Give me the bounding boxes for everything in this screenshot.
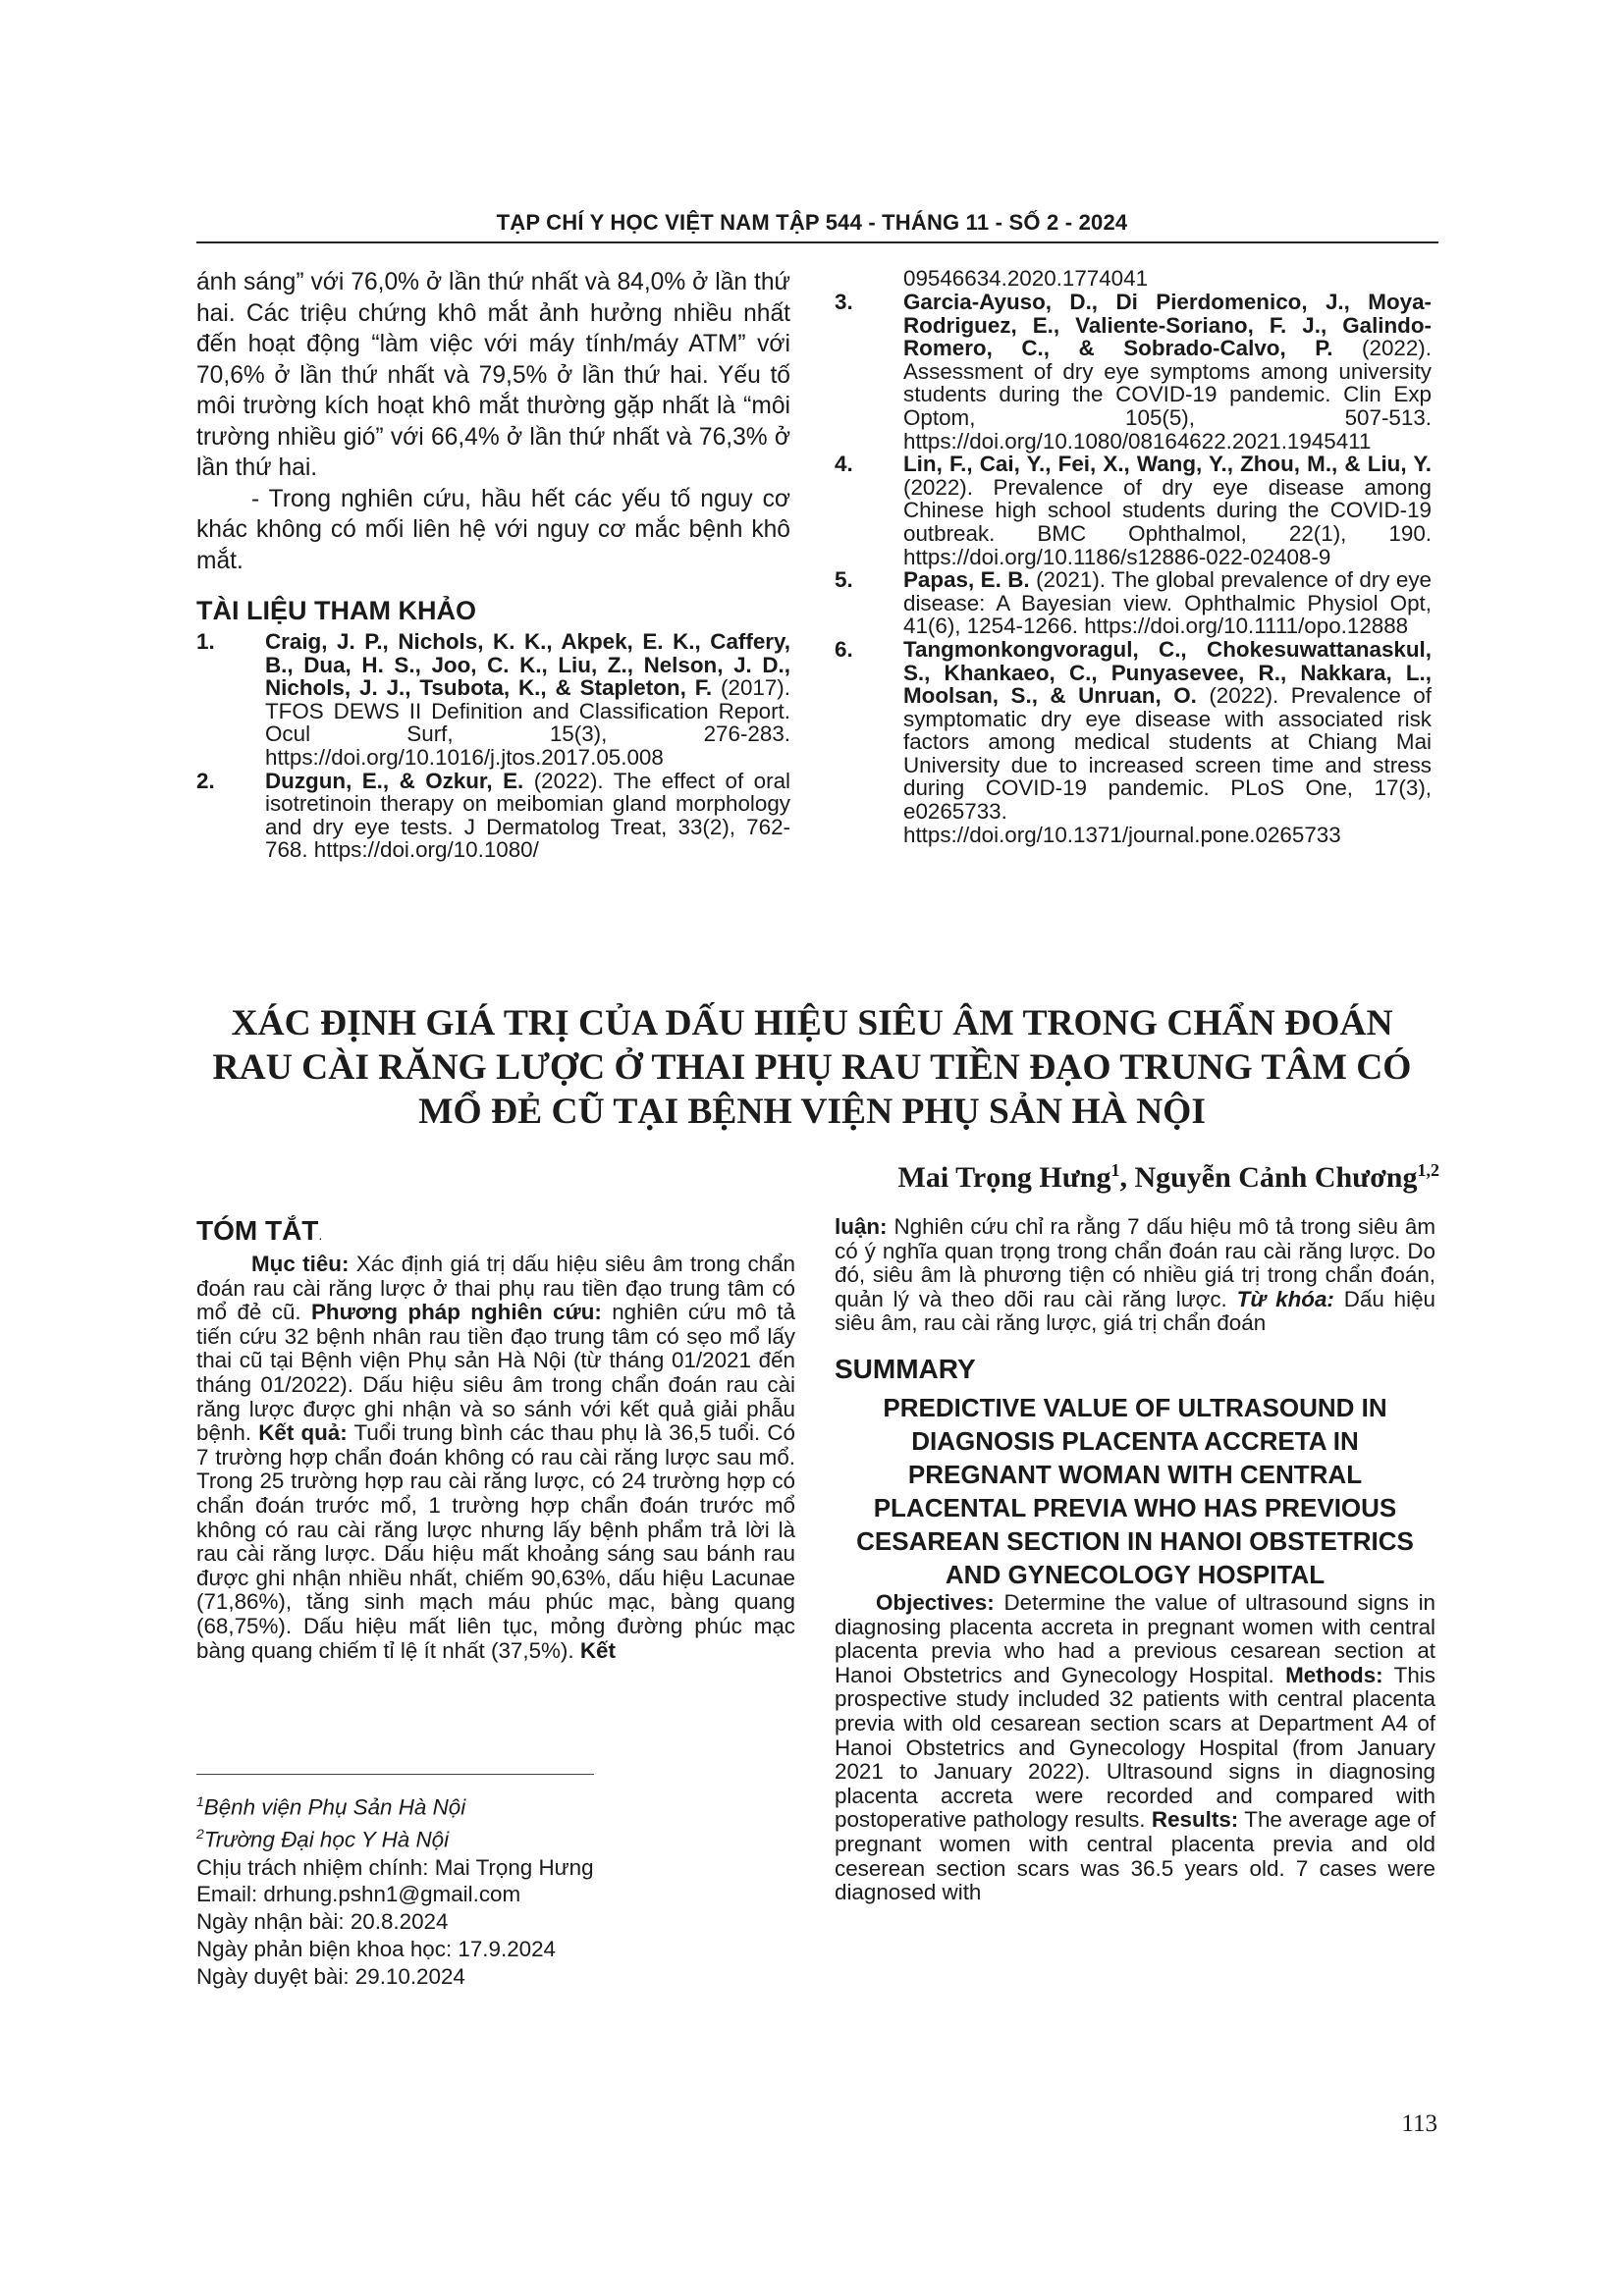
abstract-conclusion [835, 1215, 1435, 1336]
abstract-right-column [835, 1215, 1435, 1905]
results-label: Kết quả: [258, 1420, 348, 1446]
reference-text: (2022). Prevalence of symptomatic dry eye disease with associated risk factors among medical students at Chiang Mai University due to increased screen time and stress during COVID-19 pandemic. PLoS One, 17(3), e0265733. https://doi.org/10.1371/journal.pone.0265733 [903, 683, 1432, 847]
reference-authors: Lin, F., Cai, Y., Fei, X., Wang, Y., Zhou, M., & Liu, Y. [903, 452, 1432, 477]
reference-text: (2022). Assessment of dry eye symptoms among university students during the COVID-19 pandemic. Clin Exp Optom, 105(5), 507-513. https://doi.org/10.1080/08164622.2021.1945411 [903, 336, 1432, 454]
reference-item [835, 638, 1432, 846]
affiliation-1-marker: 1 [196, 1793, 204, 1809]
reference-item [196, 770, 790, 862]
summary-body [835, 1591, 1435, 1905]
email: Email: drhung.pshn1@gmail.com [196, 1882, 521, 1907]
keywords-label: Từ khóa: [1236, 1286, 1334, 1311]
reference-number: 3. [835, 290, 853, 314]
reference-authors: Tangmonkongvoragul, C., Chokesuwattanaskul, S., Khankaeo, C., Punyasevee, R., Nakkara, L., Moolsan, S., & Unruan, O. [903, 636, 1432, 709]
affiliation-2 [196, 1821, 609, 1853]
page-number: 113 [1401, 2110, 1437, 2137]
conclusion-text: Nghiên cứu chỉ ra rằng 7 dấu hiệu mô tả trong siêu âm có ý nghĩa quan trọng trong chẩn đoán rau cài răng lược. Do đó, siêu âm là phương tiện có nhiều giá trị trong chẩn đoán, quản lý và theo dõi rau cài răng lược. [835, 1214, 1435, 1311]
header-rule [196, 241, 1438, 243]
reference-list-right [835, 291, 1432, 846]
reference-authors: Garcia-Ayuso, D., Di Pierdomenico, J., Moya-Rodriguez, E., Valiente-Soriano, F. J., Galindo-Romero, C., & Sobrado-Calvo, P. [903, 290, 1432, 361]
reference-text: (2021). The global prevalence of dry eye disease: A Bayesian view. Ophthalmic Physiol Opt, 41(6), 1254-1266. https://doi.org/10.1111/opo.12888 [903, 567, 1432, 639]
previous-article-left-column [196, 267, 790, 862]
methods-label-en: Methods: [1285, 1662, 1383, 1687]
objectives-label: Objectives: [876, 1589, 995, 1615]
article-title: XÁC ĐỊNH GIÁ TRỊ CỦA DẤU HIỆU SIÊU ÂM TRONG CHẨN ĐOÁN RAU CÀI RĂNG LƯỢC Ở THAI PHỤ RAU TIỀN ĐẠO TRUNG TÂM CÓ MỔ ĐẺ CŨ TẠI BỆNH VIỆN PHỤ SẢN HÀ NỘI [212, 1003, 1412, 1132]
review-date: Ngày phản biện khoa học: 17.9.2024 [196, 1936, 557, 1961]
methods-label: Phương pháp nghiên cứu: [310, 1300, 602, 1325]
summary-heading: SUMMARY [835, 1353, 976, 1384]
conclusion-label: Kết [579, 1637, 616, 1663]
results-label-en: Results: [1151, 1807, 1239, 1833]
results-text: Tuổi trung bình các thau phụ là 36,5 tuổi. Có 7 trường hợp chẩn đoán không có rau cài răng lược sau mổ. Trong 25 trường hợp rau cài răng lược, có 24 trường hợp có chẩn đoán trước mổ, 1 trường hợp chẩn đoán trước mổ không có rau cài răng lược nhưng lấy bệnh phẩm trả lời là rau cài răng lược. Dấu hiệu mất khoảng sáng sau bánh rau được ghi nhận nhiều nhất, chiếm 90,63%, dấu hiệu Lacunae (71,86%), tăng sinh mạch máu phúc mạc, bàng quang (68,75%). Dấu hiệu mất liên tục, mỏng đường phúc mạc bàng quang chiếm tỉ lệ ít nhất (37,5%). [196, 1420, 795, 1663]
conclusion-label-cont: luận: [835, 1214, 888, 1239]
author-name: Mai Trọng Hưng [897, 1161, 1111, 1194]
reference-item [835, 568, 1432, 638]
affiliation-2-marker: 2 [196, 1826, 204, 1842]
conclusion-paragraph-2: - Trong nghiên cứu, hầu hết các yếu tố nguy cơ khác không có mối liên hệ với nguy cơ mắc bệnh khô mắt. [196, 485, 790, 574]
objective-label: Mục tiêu: [251, 1252, 350, 1276]
reference-authors: Craig, J. P., Nichols, K. K., Akpek, E. K., Caffery, B., Dua, H. S., Joo, C. K., Liu, Z., Nelson, J. D., Nichols, J. J., Tsubota, K., & Stapleton, F. [265, 629, 790, 701]
reference-text: (2022). Prevalence of dry eye disease among Chinese high school students during the COVID-19 outbreak. BMC Ophthalmol, 22(1), 190. https://doi.org/10.1186/s12886-022-02408-9 [903, 474, 1432, 569]
affiliation-2-text: Trường Đại học Y Hà Nội [203, 1827, 450, 1852]
results-text-en: The average age of pregnant women with central placenta previa and old ceserean section scars was 36.5 years old. 7 cases were diagnosed with [835, 1807, 1435, 1905]
author-name: Nguyễn Cảnh Chương [1134, 1161, 1418, 1194]
abstract-heading-text: TÓM TẮT [196, 1215, 319, 1246]
author-line [898, 1160, 1439, 1195]
abstract-vi-column [196, 1215, 795, 1663]
reference-text: (2017). TFOS DEWS II Definition and Classification Report. Ocul Surf, 15(3), 276-283. https://doi.org/10.1016/j.jtos.2017.05.008 [265, 675, 790, 770]
affiliation-marker: 1,2 [1417, 1160, 1439, 1180]
affiliation-1-text: Bệnh viện Phụ Sản Hà Nội [203, 1794, 466, 1820]
summary-title: PREDICTIVE VALUE OF ULTRASOUND IN DIAGNOSIS PLACENTA ACCRETA IN PREGNANT WOMAN WITH CENTRAL PLACENTAL PREVIA WHO HAS PREVIOUS CESAREAN SECTION IN HANOI OBSTETRICS AND GYNECOLOGY HOSPITAL [856, 1392, 1414, 1589]
accepted-date: Ngày duyệt bài: 29.10.2024 [196, 1963, 465, 1989]
conclusion-paragraph-1: ánh sáng” với 76,0% ở lần thứ nhất và 84,0% ở lần thứ hai. Các triệu chứng khô mắt ảnh hưởng nhiều nhất đến hoạt động “làm việc với máy tính/máy ATM” với 70,6% ở lần thứ nhất và 79,5% ở lần thứ hai. Yếu tố môi trường kích hoạt khô mắt thường gặp nhất là “môi trường nhiều gió” với 66,4% ở lần thứ nhất và 76,3% ở lần thứ hai. [196, 269, 790, 481]
methods-text: nghiên cứu mô tả tiến cứu 32 bệnh nhân rau tiền đạo trung tâm có sẹo mổ lấy thai cũ tại Bệnh viện Phụ sản Hà Nội (từ tháng 01/2021 đến tháng 01/2022). Dấu hiệu siêu âm trong chẩn đoán rau cài răng lược được ghi nhận và so sánh với kết quả giải phẫu bệnh. [196, 1300, 795, 1446]
reference-number: 6. [835, 636, 853, 662]
reference-item [835, 453, 1432, 568]
abstract-heading-dot: . [318, 1227, 323, 1243]
reference-item [835, 291, 1432, 453]
reference-number: 4. [835, 452, 853, 477]
previous-article-right-column [835, 267, 1432, 846]
reference-number: 5. [835, 567, 853, 593]
affiliation-marker: 1 [1110, 1160, 1120, 1180]
references-heading: TÀI LIỆU THAM KHẢO [196, 596, 476, 625]
author-separator: , [1119, 1161, 1135, 1194]
objective-text: Xác định giá trị dấu hiệu siêu âm trong chẩn đoán rau cài răng lược ở thai phụ rau tiền đạo trung tâm có mổ đẻ cũ. [196, 1252, 795, 1325]
objectives-text: Determine the value of ultrasound signs in diagnosing placenta accreta in pregnant women with central placenta previa who had a previous cesarean section at Hanoi Obstetrics and Gynecology Hospital. [835, 1589, 1435, 1687]
keywords-text: Dấu hiệu siêu âm, rau cài răng lược, giá trị chẩn đoán [835, 1286, 1435, 1336]
abstract-heading [196, 1215, 795, 1247]
reference-continuation: 09546634.2020.1774041 [903, 266, 1149, 291]
reference-number: 2. [196, 768, 215, 793]
reference-item [196, 630, 790, 770]
journal-header: TẠP CHÍ Y HỌC VIỆT NAM TẬP 544 - THÁNG 11 - SỐ 2 - 2024 [496, 210, 1128, 235]
abstract-body [196, 1253, 795, 1663]
methods-text-en: This prospective study included 32 patients with central placenta previa with old cesarean section scars at Department A4 of Hanoi Obstetrics and Gynecology Hospital (from January 2021 to January 2022). Ultrasound signs in diagnosing placenta accreta were recorded and compared with postoperative pathology results. [835, 1662, 1435, 1833]
affiliation-1 [196, 1789, 609, 1821]
responsible-author: Chịu trách nhiệm chính: Mai Trọng Hưng [196, 1854, 594, 1880]
received-date: Ngày nhận bài: 20.8.2024 [196, 1909, 449, 1935]
reference-list-left [196, 630, 790, 862]
footnote-rule [196, 1774, 594, 1775]
footnotes [196, 1789, 609, 1991]
reference-text: (2022). The effect of oral isotretinoin therapy on meibomian gland morphology and dry eye tests. J Dermatolog Treat, 33(2), 762-768. https://doi.org/10.1080/ [265, 768, 790, 863]
reference-number: 1. [196, 629, 215, 654]
reference-authors: Duzgun, E., & Ozkur, E. [265, 768, 524, 793]
reference-authors: Papas, E. B. [903, 567, 1030, 593]
